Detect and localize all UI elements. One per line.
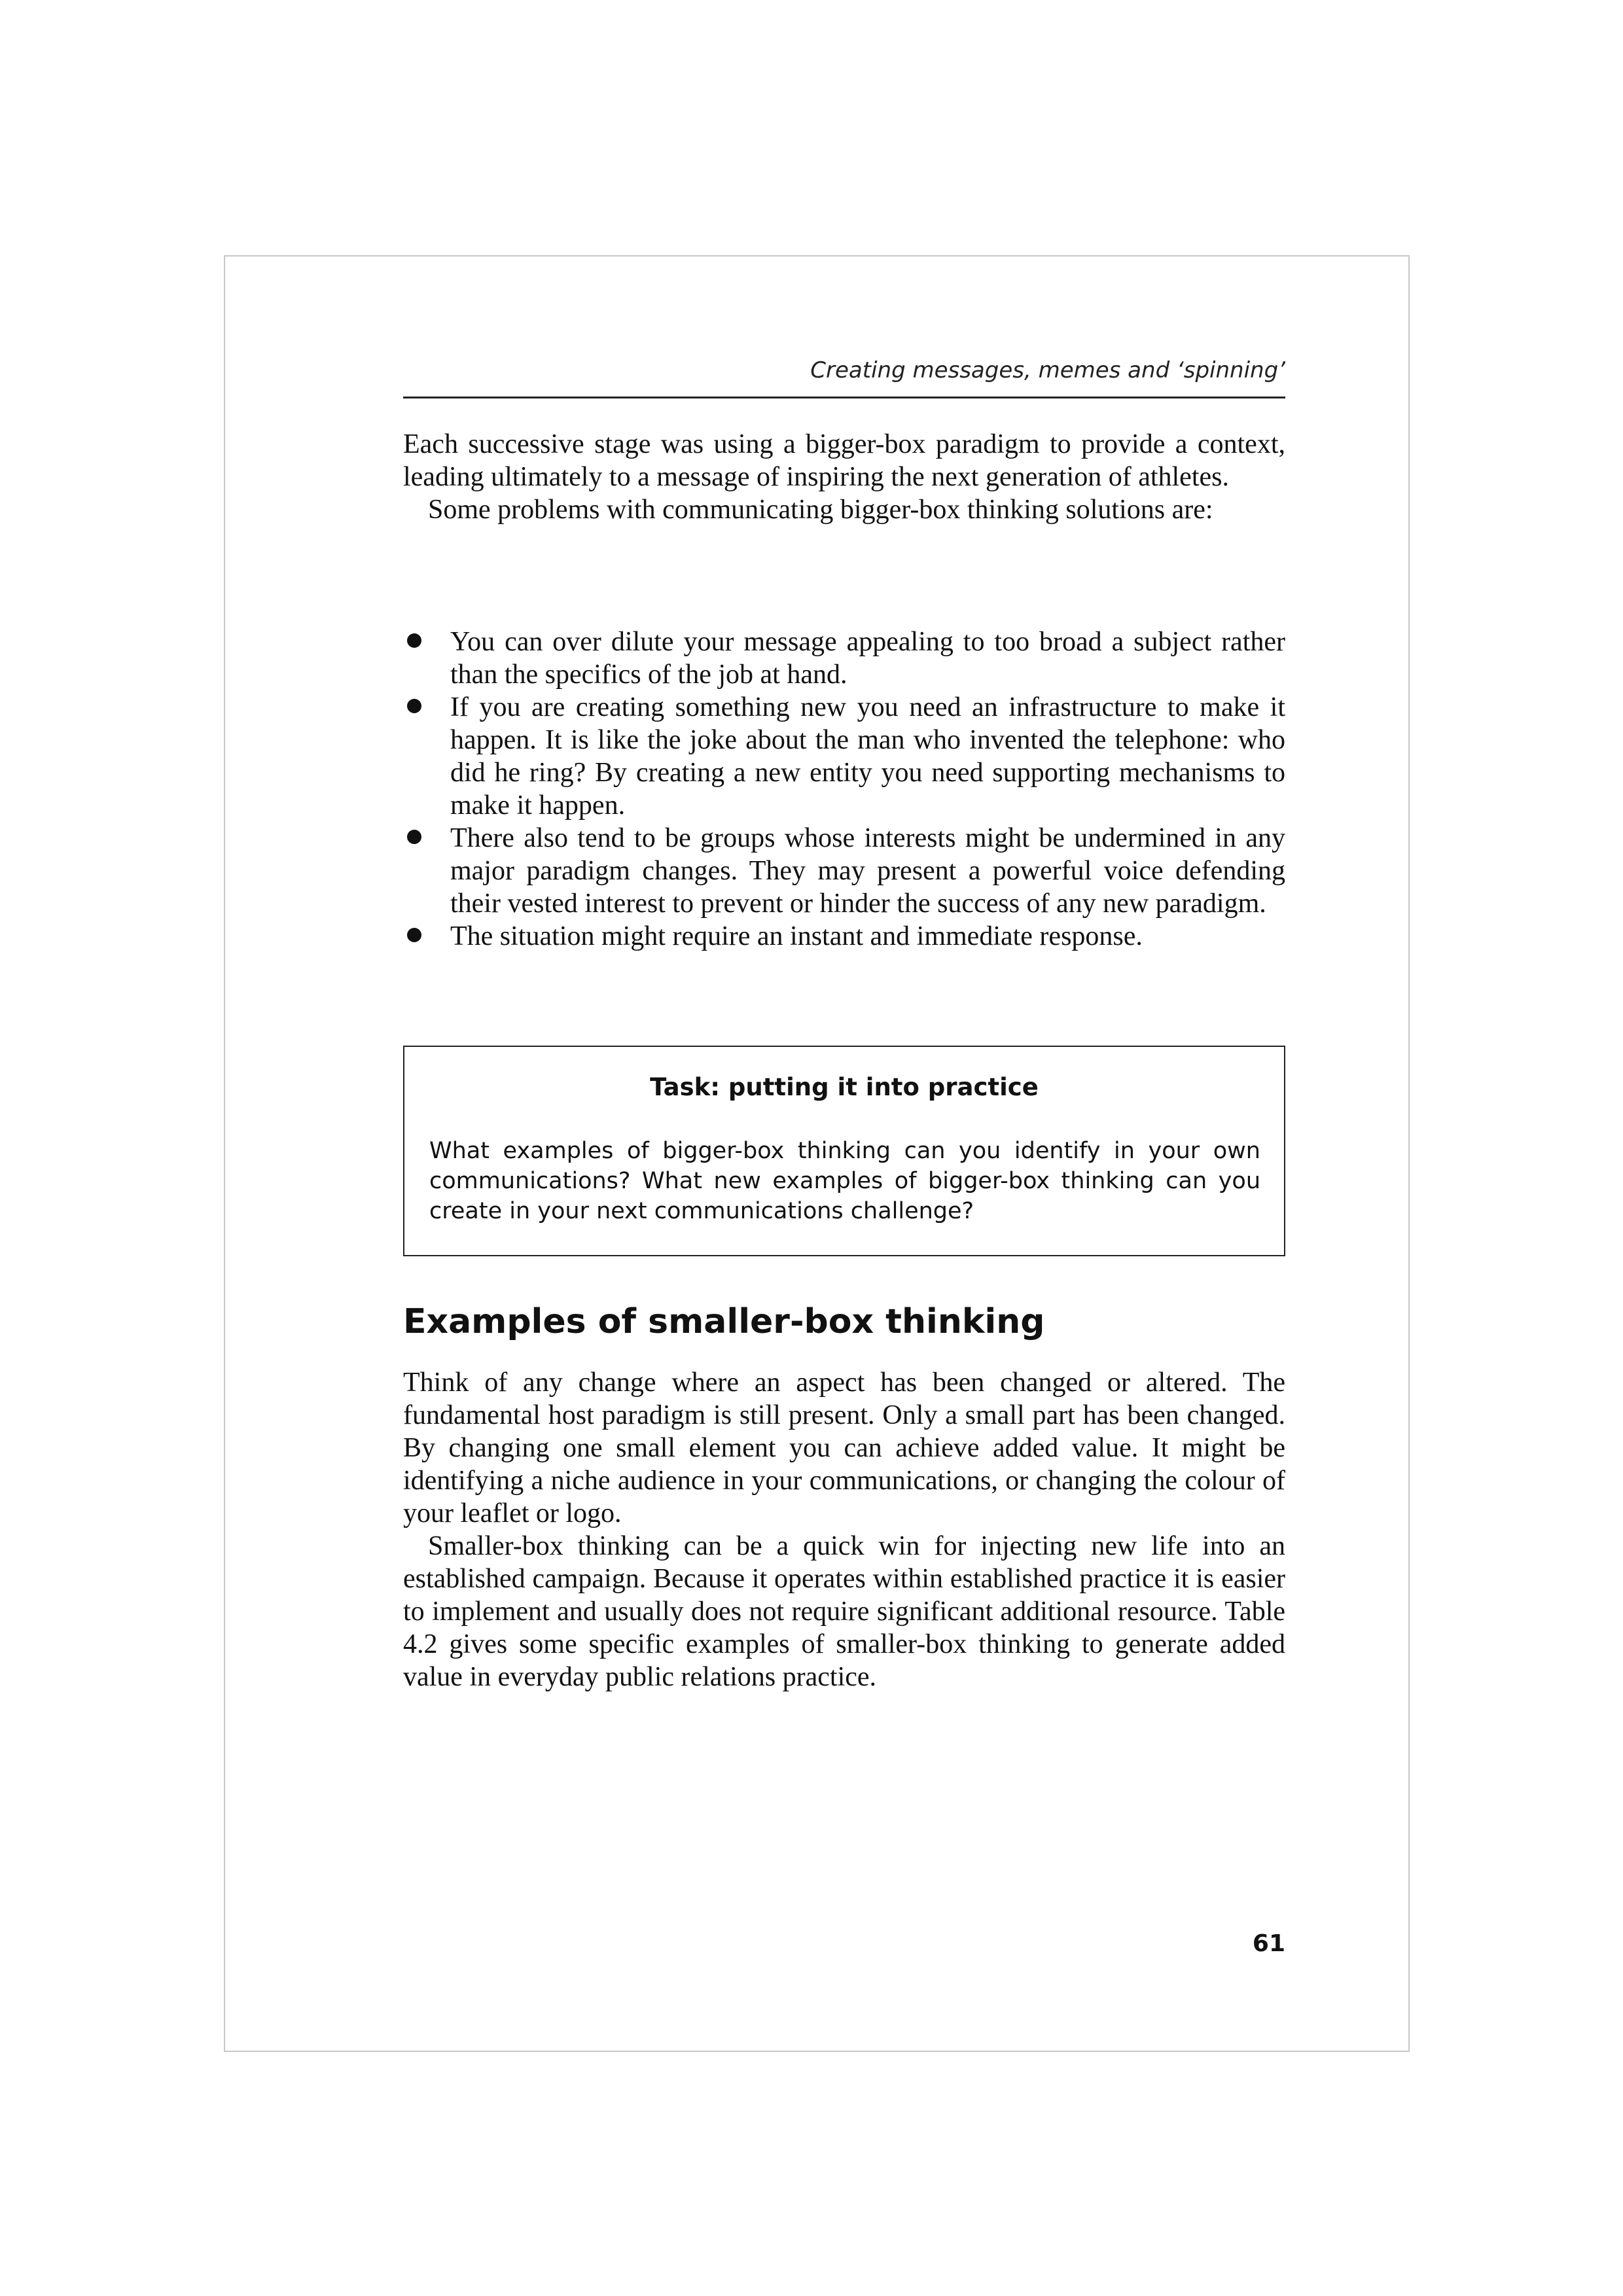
- list-item-text: You can over dilute your message appealing to too broad a subject rather than the specifics of the job at hand.: [450, 627, 1285, 690]
- list-item: [403, 822, 1285, 920]
- section-paragraph: Smaller-box thinking can be a quick win for injecting new life into an established campaign. Because it operates within established practice it is easier to implement and usually does not require significant additional resource. Table 4.2 gives some specific examples of smaller-box thinking to generate added value in everyday public relations practice.: [403, 1531, 1285, 1692]
- bullet-icon: [407, 830, 421, 844]
- section-heading: Examples of smaller-box thinking: [403, 1302, 1045, 1341]
- bullet-icon: [407, 699, 421, 713]
- bullet-list: [403, 626, 1285, 953]
- running-head: Creating messages, memes and ‘spinning’: [403, 351, 1285, 398]
- bullet-icon: [407, 633, 421, 648]
- task-title: Task: putting it into practice: [650, 1073, 1039, 1101]
- task-box: [403, 1046, 1285, 1256]
- intro-paragraph: Each successive stage was using a bigger-box paradigm to provide a context, leading ultimately to a message of inspiring the next generation of athletes.: [403, 429, 1285, 492]
- list-item: [403, 691, 1285, 822]
- list-item-text: There also tend to be groups whose interests might be undermined in any major paradigm changes. They may present a powerful voice defending their vested interest to prevent or hinder the success of any new paradigm.: [450, 823, 1285, 919]
- list-item: [403, 920, 1285, 953]
- page-number: 61: [1252, 1930, 1285, 1957]
- section-paragraph: Think of any change where an aspect has been changed or altered. The fundamental host paradigm is still present. Only a small part has been changed. By changing one small element you can achieve added value. It might be identifying a niche audience in your communications, or changing the colour of your leaflet or logo.: [403, 1368, 1285, 1528]
- bullet-icon: [407, 928, 421, 942]
- list-item: [403, 626, 1285, 691]
- task-body: What examples of bigger-box thinking can you identify in your own communications? What new examples of bigger-box thinking can you create in your next communications challenge?: [429, 1138, 1260, 1224]
- list-item-text: If you are creating something new you need an infrastructure to make it happen. It is like the joke about the man who invented the telephone: who did he ring? By creating a new entity you need supporting mechanisms to make it happen.: [450, 692, 1285, 821]
- intro-paragraph: Some problems with communicating bigger-box thinking solutions are:: [428, 495, 1213, 525]
- section-body: [403, 1366, 1285, 1693]
- list-item-text: The situation might require an instant and immediate response.: [450, 921, 1143, 951]
- intro-block: [403, 428, 1285, 526]
